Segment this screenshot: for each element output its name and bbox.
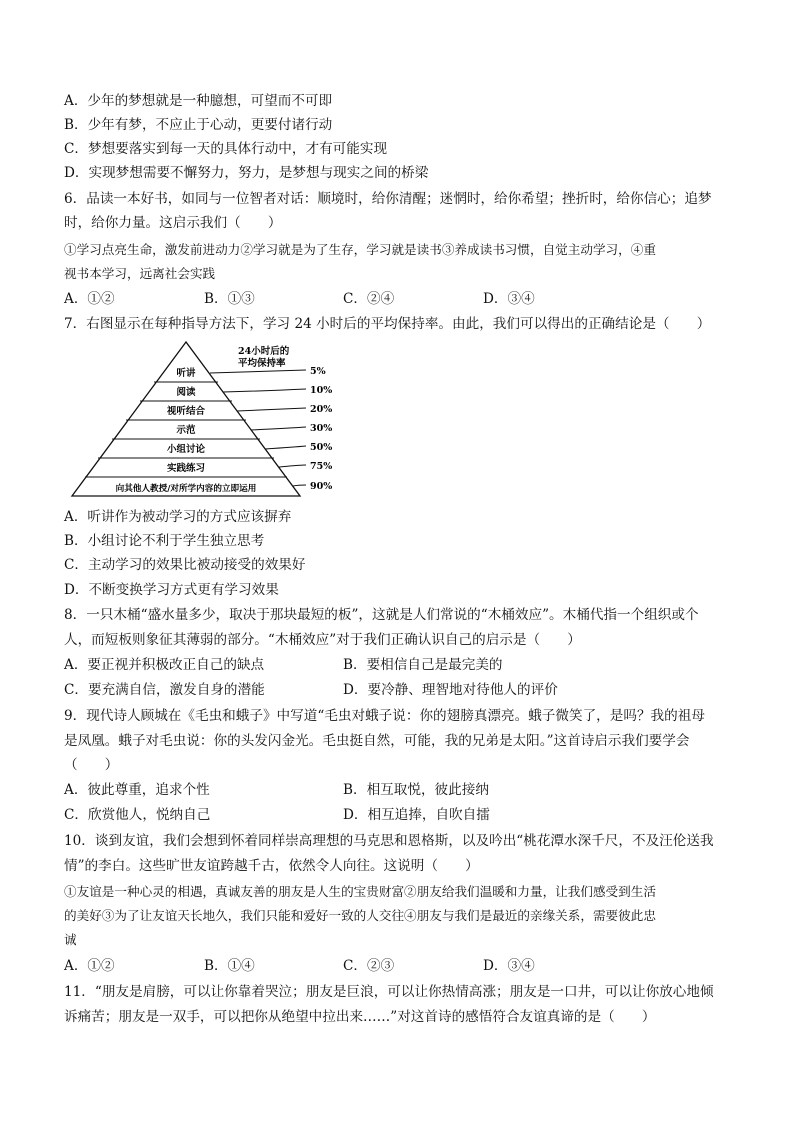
q7-option-a: A．听讲作为被动学习的方式应该摒弃 [64,509,292,525]
retention-pyramid-figure [60,338,340,500]
q6-option-a: A．①② [64,291,115,307]
q7-option-d: D．不断变换学习方式更有学习效果 [64,582,279,598]
q10-option-c: C．②③ [343,958,395,974]
q7-option-c: C．主动学习的效果比被动接受的效果好 [64,557,306,573]
q10-statements-line1: ①友谊是一种心灵的相遇，真诚友善的朋友是人生的宝贵财富②朋友给我们温暖和力量，让我们感受到生活 [64,884,656,899]
q9-option-d: D．相互追捧，自吹自擂 [343,807,490,823]
q10-option-b: B．①④ [204,958,255,974]
level-label: 实践练习 [166,463,206,474]
level-label: 听讲 [176,368,196,379]
q9-option-c: C．欣赏他人，悦纳自己 [64,807,211,823]
q11-stem-line1: 11．“朋友是肩膀，可以让你靠着哭泣；朋友是巨浪，可以让你热情高涨；朋友是一口井，可以让你放心地倾 [64,984,714,1000]
level-rate: 5% [310,366,326,377]
level-rate: 30% [310,423,333,434]
q8-option-c: C．要充满自信，激发自身的潜能 [64,682,265,698]
q6-option-b: B．①③ [204,291,255,307]
q10-statements-line2: 的美好③为了让友谊天长地久，我们只能和爱好一致的人交往④朋友与我们是最近的亲缘关系，需要彼此忠 [64,908,656,923]
q9-option-b: B．相互取悦，彼此接纳 [343,782,489,798]
q8-option-d: D．要冷静、理智地对待他人的评价 [343,682,558,698]
q7-option-b: B．小组讨论不利于学生独立思考 [64,533,265,549]
q11-stem-line2: 诉痛苦；朋友是一双手，可以把你从绝望中拉出来……”对这首诗的感悟符合友谊真谛的是（ ） [64,1009,656,1025]
q6-option-c: C．②④ [343,291,395,307]
q8-option-a: A．要正视并积极改正自己的缺点 [64,657,265,673]
q5-option-d: D．实现梦想需要不懈努力，努力，是梦想与现实之间的桥梁 [64,165,429,181]
level-label: 阅读 [176,387,196,398]
level-rate: 20% [310,404,333,415]
q6-statements-line1: ①学习点亮生命，激发前进动力②学习就是为了生存，学习就是读书③养成读书习惯，自觉主动学习，④重 [64,242,656,257]
level-label: 视听结合 [166,406,206,417]
q10-option-d: D．③④ [483,958,535,974]
q5-option-a: A．少年的梦想就是一种臆想，可望而不可即 [64,93,333,109]
level-rate: 10% [310,385,333,396]
level-label: 向其他人教授/对所学内容的立即运用 [115,484,257,494]
q6-option-d: D．③④ [483,291,535,307]
q5-option-b: B．少年有梦，不应止于心动，更要付诸行动 [64,117,333,133]
q10-option-a: A．①② [64,958,115,974]
q6-stem-line2: 时，给你力量。这启示我们（ ） [64,215,282,231]
figure-header-line1: 24小时后的 [238,346,290,357]
q9-stem-line1: 9．现代诗人顾城在《毛虫和蛾子》中写道“毛虫对蛾子说：你的翅膀真漂亮。蛾子微笑了，是吗？我的祖母 [64,708,705,724]
q9-option-a: A．彼此尊重，追求个性 [64,782,210,798]
level-rate: 75% [310,461,333,472]
q6-statements-line2: 视书本学习，远离社会实践 [64,266,216,281]
figure-header-line2: 平均保持率 [238,358,286,369]
q9-stem-line3: （ ） [64,757,119,773]
q8-option-b: B．要相信自己是最完美的 [343,657,503,673]
level-rate: 50% [310,442,333,453]
q8-stem-line2: 人，而短板则象征其薄弱的部分。“木桶效应”对于我们正确认识自己的启示是（ ） [64,632,581,648]
q5-option-c: C．梦想要落实到每一天的具体行动中，才有可能实现 [64,141,388,157]
q10-stem-line1: 10．谈到友谊，我们会想到怀着同样崇高理想的马克思和恩格斯，以及吟出“桃花潭水深千尺，不及汪伦送我 [64,833,714,849]
q10-stem-line2: 情”的李白。这些旷世友谊跨越千古，依然令人向往。这说明（ ） [64,858,479,874]
q9-stem-line2: 是凤凰。蛾子对毛虫说：你的头发闪金光。毛虫挺自然，可能，我的兄弟是太阳。”这首诗启示我们要学会 [64,733,690,749]
q7-stem: 7．右图显示在每种指导方法下，学习 24 小时后的平均保持率。由此，我们可以得出的正确结论是（ ） [64,316,711,332]
level-label: 示范 [176,425,196,436]
q8-stem-line1: 8．一只木桶“盛水量多少，取决于那块最短的板”，这就是人们常说的“木桶效应”。木桶代指一个组织或个 [64,607,699,623]
level-rate: 90% [310,481,333,492]
q10-statements-line3: 诚 [64,932,77,947]
q6-stem-line1: 6．品读一本好书，如同与一位智者对话：顺境时，给你清醒；迷惘时，给你希望；挫折时，给你信心；追梦 [64,191,712,207]
level-label: 小组讨论 [166,444,206,455]
